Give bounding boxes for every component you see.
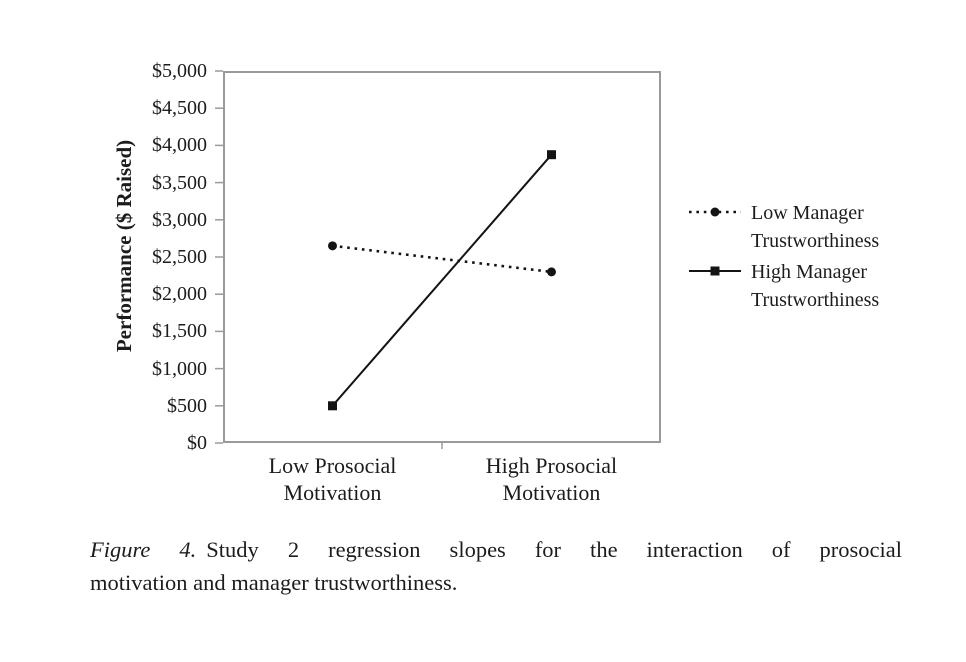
- caption-text-line1: Study 2 regression slopes for the interaction of prosocial: [206, 537, 903, 562]
- y-tick-label: $4,500: [152, 97, 207, 120]
- square-marker: [547, 150, 556, 159]
- y-tick-label: $3,000: [152, 208, 207, 231]
- legend: [688, 199, 879, 317]
- legend-label: High Manager Trustworthiness: [751, 261, 880, 311]
- y-axis-title: Performance ($ Raised): [112, 139, 136, 353]
- y-tick-label: $2,000: [152, 283, 207, 306]
- circle-marker: [547, 267, 556, 276]
- legend-line-sample: [688, 205, 742, 219]
- series-line-low-trustworthiness: [333, 246, 552, 272]
- y-tick-label: $1,000: [152, 357, 207, 380]
- legend-item: [688, 199, 879, 255]
- y-tick-label: $500: [167, 394, 207, 417]
- series-line-high-trustworthiness: [333, 155, 552, 406]
- caption-line-1: [90, 533, 902, 566]
- circle-marker: [328, 241, 337, 250]
- x-category-label: High Prosocial Motivation: [485, 453, 618, 505]
- plot-frame: [224, 72, 660, 442]
- caption-line-2: motivation and manager trustworthiness.: [90, 570, 458, 595]
- figure-number-label: Figure 4.: [90, 537, 197, 562]
- square-marker: [328, 401, 337, 410]
- y-tick-label: $2,500: [152, 246, 207, 268]
- x-category-label: Low Prosocial Motivation: [268, 453, 397, 505]
- plot-area: [223, 71, 661, 443]
- y-tick-label: $5,000: [152, 60, 207, 82]
- legend-label: Low Manager Trustworthiness: [751, 202, 880, 252]
- legend-item: [688, 258, 879, 314]
- y-tick-label: $3,500: [152, 171, 207, 194]
- y-tick-label: $0: [187, 432, 207, 454]
- legend-line-sample: [688, 264, 742, 278]
- y-axis-tick-labels: [0, 60, 207, 454]
- y-tick-label: $4,000: [152, 134, 207, 157]
- figure-caption: [90, 533, 902, 599]
- circle-marker-icon: [711, 208, 720, 217]
- square-marker-icon: [711, 267, 720, 276]
- y-tick-label: $1,500: [152, 320, 207, 343]
